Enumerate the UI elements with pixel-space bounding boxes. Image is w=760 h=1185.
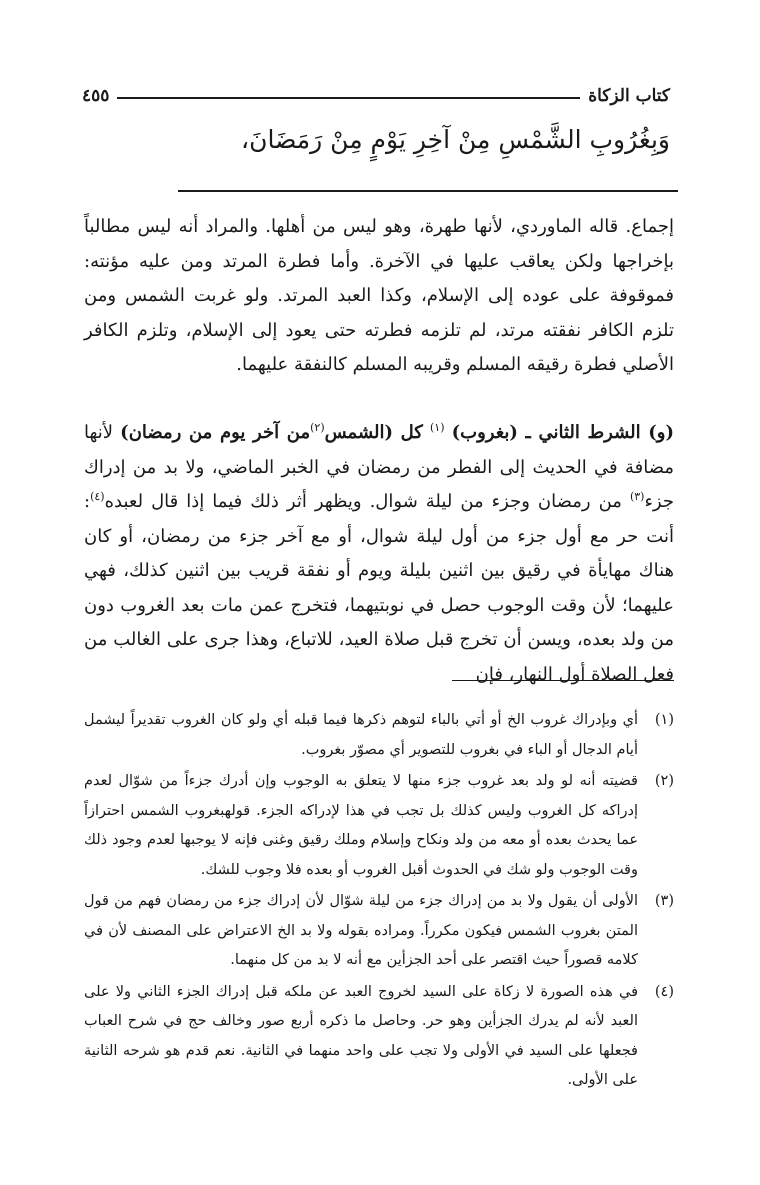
commentary-paragraph-2 <box>84 416 674 692</box>
commentary-text: من رمضان وجزء من ليلة شوال. ويظهر أثر ذلك فيما إذا قال لعبده <box>104 491 622 512</box>
matn-separator-rule <box>178 190 678 192</box>
matn-quote: كل (الشمس <box>324 422 423 443</box>
header-rule <box>117 97 580 99</box>
footnote-number: (٢) <box>654 773 674 789</box>
footnote-number: (٣) <box>654 893 674 909</box>
page-number: ٤٥٥ <box>82 86 110 106</box>
paragraph-text: إجماع. قاله الماوردي، لأنها طهرة، وهو ليس من أهلها. والمراد أنه ليس مطالباً بإخراجها ولكن يعاقب عليها في الآخرة. وأما فطرة المرتد ومن عليه مؤنته: فموقوفة على عوده إلى الإسلام، وكذا العبد المرتد. ولو غربت الشمس ومن تلزم الكافر نفقته مرتد، لم تلزمه فطرته حتى يعود إلى الإسلام، وتلزم الكافر الأصلي فطرة رقيقه المسلم وقريبه المسلم كالنفقة عليهما. <box>84 216 674 375</box>
matn-text: وَبِغُرُوبِ الشَّمْسِ مِنْ آخِرِ يَوْمٍ مِنْ رَمَضَانَ، <box>241 125 670 154</box>
footnote-text: قضيته أنه لو ولد بعد غروب جزء منها لا يتعلق به الوجوب وإن أدرك جزءاً من شوّال لعدم إدراكه كل الغروب وليس كذلك بل تجب في هذا لإدراكه الجزء. قولهبغروب الشمس احترازاً عما يحدث بعده أو معه من ولد ونكاح وإسلام وملك رقيق وغنى فإنه لا يوجبها لعدم وجود ذلك وقت الوجوب ولو شك في الحدوث أقبل الغروب أو بعده فلا وجوب للشك. <box>84 773 638 878</box>
footnote <box>84 978 674 1096</box>
running-head <box>82 82 670 110</box>
footnotes <box>84 706 674 1098</box>
matn-quote: من آخر يوم من رمضان) <box>120 422 311 443</box>
footnote-ref: (٤) <box>90 490 105 503</box>
footnote-ref: (٣) <box>629 490 645 503</box>
footnote-text: في هذه الصورة لا زكاة على السيد لخروج العبد عن ملكه قبل إدراك الجزء الثاني ولا على العبد لأنه لم يدرك الجزأين وهو حر. وحاصل ما ذكره أربع صور وخالف حج في شرح العباب فجعلها على السيد في الأولى ولا تجب على واحد منهما في الثانية. نعم قدم هو شرحه الثانية على الأولى. <box>84 983 638 1088</box>
footnote-text: الأولى أن يقول ولا بد من إدراك جزء من ليلة شوّال لأن إدراك جزء من رمضان فهم من قول المتن بغروب الشمس فيكون مكرراً. ومراده بقوله ولا بد الخ الاعتراض على المصنف لأن في كلامه قصوراً حيث اقتصر على أحد الجزأين مع أنه لا بد من كل منهما. <box>84 893 638 968</box>
footnote-ref: (١) <box>429 421 445 434</box>
footnote-number: (١) <box>654 712 674 728</box>
commentary-paragraph-1 <box>84 210 674 383</box>
chapter-title: كتاب الزكاة <box>588 86 670 106</box>
footnote <box>84 887 674 976</box>
matn-quote: (و) الشرط الثاني ـ (بغروب) <box>451 422 674 443</box>
footnote-separator-rule <box>452 680 674 681</box>
commentary-text: : أنت حر مع أول جزء من أول ليلة شوال، أو مع آخر جزء من رمضان، أو كان هناك مهايأة في رقيق بين اثنين بليلة ويوم أو نفقة قريب بين اثنين كذلك، فهي عليهما؛ لأن وقت الوجوب حصل في نوبتيهما، فتخرج عمن مات بعد الغروب دون من ولد بعده، ويسن أن تخرج قبل صلاة العيد، للاتباع، وهذا جرى على الغالب من فعل الصلاة أول النهار، فإن <box>84 491 674 685</box>
footnote-ref: (٢) <box>310 421 325 434</box>
footnote <box>84 706 674 765</box>
footnote <box>84 767 674 885</box>
footnote-number: (٤) <box>654 983 674 1000</box>
footnote-text: أي وبإدراك غروب الخ أو أتي بالباء لتوهم ذكرها فيما قبله أي ولو كان الغروب تقديراً ليشمل أيام الدجال أو الباء في بغروب للتصوير أي مصوّر بغروب. <box>84 712 638 758</box>
paragraph-text <box>84 416 674 692</box>
commentary-text: لأنها مضافة في الحديث إلى الفطر من رمضان في الخبر الماضي، ولا بد من إدراك جزء <box>84 422 674 512</box>
